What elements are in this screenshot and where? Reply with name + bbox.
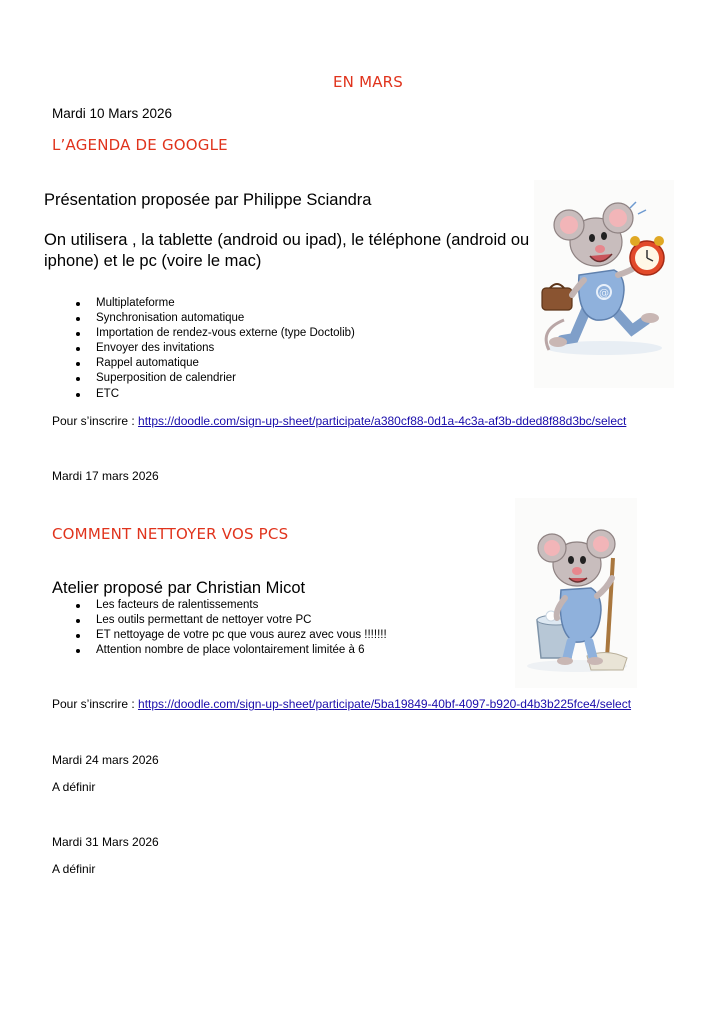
mouse-alarm-clock-illustration	[534, 180, 674, 388]
list-item: Attention nombre de place volontairement limitée à 6	[52, 643, 387, 658]
bullet-icon	[76, 302, 80, 306]
signup-label: Pour s’inscrire :	[52, 697, 135, 711]
bullet-icon	[76, 393, 80, 397]
bullet-icon	[76, 377, 80, 381]
list-item: Les outils permettant de nettoyer votre PC	[52, 613, 387, 628]
session-2-signup-link[interactable]: https://doodle.com/sign-up-sheet/participate/5ba19849-40bf-4097-b920-d4b3b225fce4/select	[138, 697, 632, 711]
signup-label: Pour s’inscrire :	[52, 414, 135, 428]
bullet-icon	[76, 649, 80, 653]
list-item: Les facteurs de ralentissements	[52, 598, 387, 613]
svg-text:@: @	[599, 288, 609, 299]
session-1-date: Mardi 10 Mars 2026	[52, 106, 173, 121]
session-4-note: A définir	[52, 862, 96, 876]
bullet-icon	[76, 634, 80, 638]
bullet-icon	[76, 317, 80, 321]
session-3-note: A définir	[52, 780, 96, 794]
session-1-title: L’AGENDA DE GOOGLE	[52, 136, 228, 154]
list-item: Synchronisation automatique	[52, 311, 355, 326]
session-2-presenter: Atelier proposé par Christian Micot	[52, 579, 306, 597]
list-item: Envoyer des invitations	[52, 341, 355, 356]
session-2-topic-list	[52, 598, 387, 658]
month-title: EN MARS	[333, 73, 404, 91]
list-item: Importation de rendez-vous externe (type Doctolib)	[52, 326, 355, 341]
session-2-signup	[52, 697, 631, 711]
bullet-icon	[76, 332, 80, 336]
session-3-date: Mardi 24 mars 2026	[52, 753, 159, 767]
session-2-title: COMMENT NETTOYER VOS PCS	[52, 525, 289, 543]
list-item: ETC	[52, 387, 355, 402]
session-1-topic-list	[52, 296, 355, 402]
bullet-icon	[76, 362, 80, 366]
session-1-signup-link[interactable]: https://doodle.com/sign-up-sheet/participate/a380cf88-0d1a-4c3a-af3b-dded8f88d3bc/select	[138, 414, 627, 428]
list-item: Rappel automatique	[52, 356, 355, 371]
session-4-date: Mardi 31 Mars 2026	[52, 835, 159, 849]
bullet-icon	[76, 619, 80, 623]
list-item: Superposition de calendrier	[52, 371, 355, 386]
list-item: Multiplateforme	[52, 296, 355, 311]
session-2-date: Mardi 17 mars 2026	[52, 469, 159, 483]
session-1-presenter: Présentation proposée par Philippe Sciandra	[44, 191, 372, 209]
session-1-description: On utilisera , la tablette (android ou ipad), le téléphone (android ou iphone) et le pc (voire le mac)	[44, 231, 530, 270]
mouse-mop-bucket-illustration	[515, 498, 637, 688]
list-item: ET nettoyage de votre pc que vous aurez avec vous !!!!!!!	[52, 628, 387, 643]
bullet-icon	[76, 347, 80, 351]
session-1-signup	[52, 414, 626, 428]
bullet-icon	[76, 604, 80, 608]
